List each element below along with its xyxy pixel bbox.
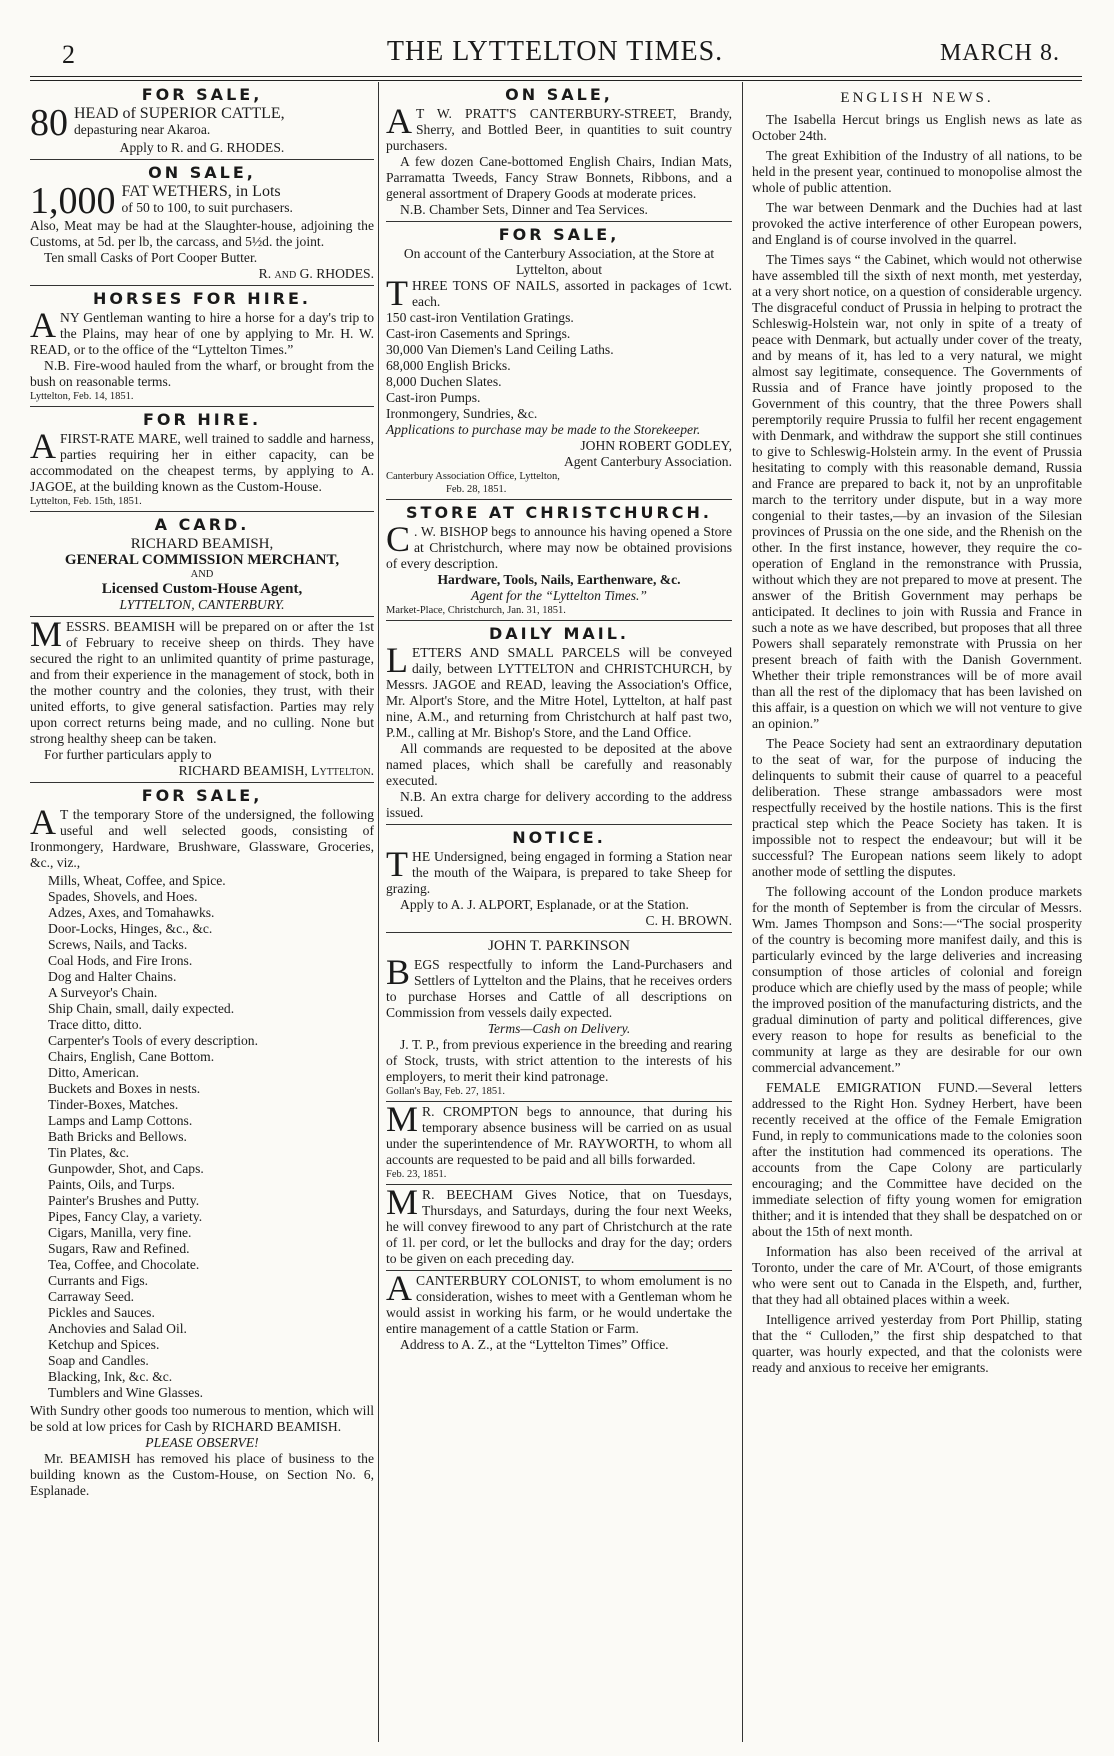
observe-heading: PLEASE OBSERVE!: [145, 1435, 259, 1450]
advert-heading: JOHN T. PARKINSON: [488, 938, 630, 954]
issue-date: MARCH 8.: [939, 40, 1060, 66]
advert-signature: JOHN ROBERT GODLEY,: [580, 438, 732, 453]
list-item: Cast-iron Pumps.: [386, 390, 481, 405]
list-item: Mills, Wheat, Coffee, and Spice.: [48, 873, 226, 888]
advert-nb: N.B. Chamber Sets, Dinner and Tea Services.: [400, 202, 648, 217]
list-item: 8,000 Duchen Slates.: [386, 374, 502, 389]
goods-list: [386, 310, 732, 422]
cattle-count: 80: [30, 102, 68, 144]
beamish-advert: [30, 616, 374, 782]
merchant-name: RICHARD BEAMISH,: [130, 536, 274, 552]
drop-cap: A: [30, 305, 56, 345]
news-paragraph: The Peace Society had sent an extraordinary deputation to the seat of war, for the purpose of inducing the delinquents to submit their cause of quarrel to a peaceful deliberation. These strange ambassadors were most respectfully received by the hostile nations. This is the first practical step which the Peace Society has taken. It is impossible not to respect the endeavour; but will it be successful? The European nations seem likely to adopt another mode of settling the disputes.: [752, 736, 1082, 879]
advert-signature: C. H. BROWN.: [645, 913, 732, 928]
advert-heading: NOTICE.: [512, 828, 606, 847]
list-item: Chairs, English, Cane Bottom.: [48, 1049, 215, 1064]
column-divider: [742, 82, 743, 1742]
advert-body: T W. PRATT'S CANTERBURY-STREET, Brandy, Sherry, and Bottled Beer, in quantities to suit country purchasers.: [386, 106, 732, 153]
advert-nb: N.B. Fire-wood hauled from the wharf, or brought from the bush on reasonable terms.: [30, 358, 374, 389]
drop-cap: L: [386, 640, 408, 680]
advert-line: Hardware, Tools, Nails, Earthenware, &c.: [437, 572, 681, 587]
list-item: Ship Chain, small, daily expected.: [48, 1001, 235, 1016]
advert-line: Apply to A. J. ALPORT, Esplanade, or at the Station.: [400, 897, 689, 912]
column-1: [30, 82, 374, 1502]
list-item: Gunpowder, Shot, and Caps.: [48, 1161, 204, 1176]
list-item: Soap and Candles.: [48, 1353, 149, 1368]
drop-cap: A: [30, 426, 56, 466]
list-item: Buckets and Boxes in nests.: [48, 1081, 201, 1096]
drop-cap: M: [386, 1099, 419, 1139]
advert-dateline: Feb. 28, 1851.: [446, 484, 507, 495]
advert-heading: STORE AT CHRISTCHURCH.: [406, 503, 712, 522]
advert-heading: FOR SALE,: [498, 225, 620, 244]
list-item: Carpenter's Tools of every description.: [48, 1033, 259, 1048]
advert-dateline: Gollan's Bay, Feb. 27, 1851.: [386, 1086, 506, 1097]
advert-nb: N.B. An extra charge for delivery according to the address issued.: [386, 789, 732, 820]
store-advert: [30, 782, 374, 1502]
news-paragraph: The great Exhibition of the Industry of all nations, to be held in the present year, continued to monopolise almost the whole of public attention.: [752, 148, 1082, 195]
list-item: Bath Bricks and Bellows.: [48, 1129, 187, 1144]
list-item: Tumblers and Wine Glasses.: [48, 1385, 204, 1400]
list-item: Cigars, Manilla, very fine.: [48, 1225, 192, 1240]
advert-line: HREE TONS OF NAILS, assorted in packages of 1cwt. each.: [412, 278, 732, 309]
list-item: Ditto, American.: [48, 1065, 139, 1080]
column-divider: [378, 82, 379, 1742]
news-paragraph: Intelligence arrived yesterday from Port Phillip, stating that the “ Culloden,” the first ship despatched to that quarter, was hourly expected, and that the colonists were ready and anxious to receive her emigrants.: [752, 1312, 1082, 1375]
horses-advert: [30, 285, 374, 406]
colonist-advert: [386, 1270, 732, 1356]
list-item: Pickles and Sauces.: [48, 1305, 155, 1320]
advert-line: AND: [190, 569, 214, 580]
card-advert: [30, 511, 374, 616]
column-3: [752, 82, 1082, 1380]
association-advert: [386, 221, 732, 499]
news-paragraph: The following account of the London produce markets for the month of September is from the circular of Messrs. Wm. James Thompson and Sons:—“The social prosperity of the country is becoming more manifest daily, and this is particularly evinced by the large deliveries and increasing consumption of those articles of colonial and foreign produce which are chiefly used by the mass of people; while the improved position of the manufacturing districts, and the gradual diminution of party and political differences, give every reason to hope for results as beneficial to the community at large as they are desirable for our own commercial advancement.”: [752, 884, 1082, 1075]
wethers-count: 1,000: [30, 180, 116, 222]
list-item: 150 cast-iron Ventilation Gratings.: [386, 310, 574, 325]
drop-cap: M: [386, 1182, 419, 1222]
advert-body: ETTERS AND SMALL PARCELS will be conveyed daily, between LYTTELTON and CHRISTCHURCH, by Messrs. JAGOE and READ, leaving the Association's Office, Mr. Alport's Store, and the Mitre Hotel, Lyttelton, at half past nine, A.M., and returning from Christchurch at half past two, P.M., calling at Mr. Bishop's Store, and the Land Office.: [386, 645, 732, 740]
list-item: Paints, Oils, and Turps.: [48, 1177, 175, 1192]
list-item: Carraway Seed.: [48, 1289, 135, 1304]
advert-signature: RICHARD BEAMISH, Lyttelton.: [178, 763, 374, 778]
advert-body: With Sundry other goods too numerous to mention, which will be sold at low prices for Cash by RICHARD BEAMISH.: [30, 1403, 374, 1434]
advert-heading: FOR HIRE.: [142, 410, 262, 429]
advert-line: Ten small Casks of Port Cooper Butter.: [44, 250, 258, 265]
list-item: Dog and Halter Chains.: [48, 969, 177, 984]
advert-line: FAT WETHERS, in Lots: [121, 183, 281, 200]
advert-heading: FOR SALE,: [141, 85, 263, 104]
wethers-advert: [30, 159, 374, 285]
masthead-rule-2: [30, 80, 1082, 81]
merchant-role: GENERAL COMMISSION MERCHANT,: [64, 552, 340, 568]
news-paragraph: FEMALE EMIGRATION FUND.—Several letters addressed to the Right Hon. Sydney Herbert, have been recently received at the office of the Female Emigration Fund, in reply to communications made to the colonies soon after the institution had commenced its operations. The accounts from the Cape Colony are particularly encouraging; and the Committee have decided on the immediate selection of fifty young women for emigration thither; and it is intended that they shall be despatched on or about the 15th of next month.: [752, 1080, 1082, 1239]
page-number: 2: [62, 40, 75, 69]
list-item: Spades, Shovels, and Hoes.: [48, 889, 198, 904]
advert-body: R. CROMPTON begs to announce, that during his temporary absence business will be carried on as usual under the superintendence of Mr. RAYWORTH, to whom all accounts are requested to be paid and all bills forwarded.: [386, 1104, 732, 1167]
advert-line: depasturing near Akaroa.: [74, 122, 211, 137]
news-paragraph: The war between Denmark and the Duchies had at last provoked the active interference of other European powers, and England is of course involved in the quarrel.: [752, 200, 1082, 247]
masthead: [30, 36, 1080, 76]
advert-terms: Terms—Cash on Delivery.: [487, 1021, 631, 1036]
notice-advert: [386, 824, 732, 932]
advert-heading: ON SALE,: [148, 163, 256, 182]
list-item: Blacking, Ink, &c. &c.: [48, 1369, 173, 1384]
column-2: [386, 82, 732, 1356]
parkinson-advert: [386, 932, 732, 1101]
advert-intro: On account of the Canterbury Association, at the Store at Lyttelton, about: [403, 246, 715, 277]
advert-body: ESSRS. BEAMISH will be prepared on or after the 1st of February to receive sheep on thirds. They have secured the right to an unlimited quantity of prime pasturage, and from their experience in the management of stock, both in the mother country and the colonies, they trust, with their united efforts, to give general satisfaction. Parties may rely upon correct returns being made, and no culling. None but strong healthy sheep can be taken.: [30, 619, 374, 746]
advert-body: FIRST-RATE MARE, well trained to saddle and harness, parties requiring her in either capacity, can be accommodated on the cheapest terms, by applying to A. JAGOE, at the building known as the Custom-House.: [30, 431, 374, 494]
list-item: Screws, Nails, and Tacks.: [48, 937, 188, 952]
drop-cap: T: [386, 844, 408, 884]
masthead-rule: [30, 76, 1082, 77]
advert-body: T the temporary Store of the undersigned, the following useful and well selected goods, consisting of Ironmongery, Hardware, Brushware, Glassware, Groceries, &c., viz.,: [30, 807, 374, 870]
list-item: Coal Hods, and Fire Irons.: [48, 953, 193, 968]
advert-body: . W. BISHOP begs to announce his having opened a Store at Christchurch, where may now be obtained provisions of every description.: [386, 524, 732, 571]
newspaper-title: THE LYTTELTON TIMES.: [386, 36, 724, 67]
advert-body: All commands are requested to be deposited at the above named places, which shall be carefully and reasonably executed.: [386, 741, 732, 788]
list-item: 30,000 Van Diemen's Land Ceiling Laths.: [386, 342, 614, 357]
list-item: Cast-iron Casements and Springs.: [386, 326, 571, 341]
list-item: Painter's Brushes and Putty.: [48, 1193, 200, 1208]
advert-body: CANTERBURY COLONIST, to whom emolument is no consideration, wishes to meet with a Gentleman whom he would assist in working his farm, or he would undertake the entire management of a cattle Station or Farm.: [386, 1273, 732, 1336]
advert-dateline: Canterbury Association Office, Lyttelton,: [386, 471, 560, 482]
advert-dateline: Feb. 23, 1851.: [386, 1169, 447, 1180]
advert-dateline: Market-Place, Christchurch, Jan. 31, 1851.: [386, 605, 566, 616]
news-paragraph: Information has also been received of the arrival at Toronto, under the care of Mr. A'Court, of those emigrants who were sent out to Canada in the Elspeth, and, further, that they had all obtained places within a week.: [752, 1244, 1082, 1307]
drop-cap: A: [30, 802, 56, 842]
advert-heading: ON SALE,: [505, 85, 613, 104]
advert-body: A few dozen Cane-bottomed English Chairs, Indian Mats, Parramatta Tweeds, Fancy Straw Bonnets, Ribbons, and a general assortment of Drapery Goods at moderate prices.: [386, 154, 732, 201]
advert-line: Applications to purchase may be made to the Storekeeper.: [386, 422, 701, 437]
advert-body: HE Undersigned, being engaged in forming a Station near the mouth of the Waipara, is prepared to take Sheep for grazing.: [386, 849, 732, 896]
drop-cap: T: [386, 273, 408, 313]
cattle-advert: [30, 82, 374, 159]
advert-line: Address to A. Z., at the “Lyttelton Times” Office.: [400, 1337, 669, 1352]
list-item: Trace ditto, ditto.: [48, 1017, 142, 1032]
list-item: Ketchup and Spices.: [48, 1337, 160, 1352]
drop-cap: A: [386, 101, 412, 141]
advert-signature: R. and G. RHODES.: [258, 266, 374, 281]
news-heading: ENGLISH NEWS.: [840, 90, 994, 106]
list-item: Lamps and Lamp Cottons.: [48, 1113, 193, 1128]
list-item: Pipes, Fancy Clay, a variety.: [48, 1209, 203, 1224]
beecham-advert: [386, 1184, 732, 1270]
bishop-advert: [386, 499, 732, 620]
list-item: Tin Plates, &c.: [48, 1145, 130, 1160]
advert-dateline: Lyttelton, Feb. 15th, 1851.: [30, 496, 142, 507]
drop-cap: A: [386, 1268, 412, 1308]
advert-line: For further particulars apply to: [44, 747, 212, 762]
advert-signature: Agent Canterbury Association.: [563, 454, 732, 469]
list-item: Ironmongery, Sundries, &c.: [386, 406, 538, 421]
advert-line: of 50 to 100, to suit purchasers.: [121, 200, 293, 215]
advert-line: Agent for the “Lyttelton Times.”: [471, 588, 647, 603]
list-item: Anchovies and Salad Oil.: [48, 1321, 187, 1336]
mail-advert: [386, 620, 732, 824]
pratt-advert: [386, 82, 732, 221]
list-item: Tea, Coffee, and Chocolate.: [48, 1257, 200, 1272]
advert-line: HEAD of SUPERIOR CATTLE,: [74, 105, 285, 122]
list-item: Door-Locks, Hinges, &c., &c.: [48, 921, 213, 936]
advert-body: R. BEECHAM Gives Notice, that on Tuesdays, Thursdays, and Saturdays, during the four next Weeks, he will convey firewood to any part of Christchurch at the rate of 1l. per cord, or let the bullocks and dray for the day; orders to be given on each preceding day.: [386, 1187, 732, 1266]
news-paragraph: The Times says “ the Cabinet, which would not otherwise have assembled till the sixth of next month, met yesterday, at a very short notice, on a question of considerable urgency. The disgraceful conduct of Prussia in helping to protract the Schleswig-Holstein war, not only in spite of a treaty of peace with Denmark, but actually under cover of the treaty, and by means of it, has led to a very natural, we might almost say legitimate, consequence. The Governments of Russia and of France have jointly proposed to the Government of this country, that the three Powers shall peremptorily require Prussia to fulfil her recent engagement with Denmark, and withdraw the support she still continues to give to Schleswig-Holstein army. In the event of Prussia hesitating to comply with this reasonable demand, Russia and France are prepared to back it, not by an unprofitable march to the territory under dispute, but in a way more congenial to their tastes,—by an invasion of the Silesian provinces of Prussia on the one side, and the Rhenish on the other. In the first instance, however, they require the co-operation of England in the remonstrance with Prussia, without which they are not prepared to move at present. The answer of the British Government may perhaps be anticipated. It declines to join with Russia and France in such a note as we have described, but proposes that all three Powers shall separately remonstrate with Prussia on her present breach of faith with the Danish Government. Whether their triple remonstrances will be of more avail than all the rest of the diplomacy that has been lavished on this affair, is a question on which we will not venture to give an opinion.”: [752, 252, 1082, 731]
drop-cap: C: [386, 519, 411, 559]
merchant-agent: Licensed Custom-House Agent,: [101, 581, 303, 597]
advert-heading: DAILY MAIL.: [488, 624, 629, 643]
news-paragraph: The Isabella Hercut brings us English news as late as October 24th.: [752, 112, 1082, 143]
mare-advert: [30, 406, 374, 511]
advert-body: J. T. P., from previous experience in the breeding and rearing of Stock, trusts, with strict attention to the interests of his employers, to merit their kind patronage.: [386, 1037, 732, 1084]
list-item: Currants and Figs.: [48, 1273, 149, 1288]
crompton-advert: [386, 1101, 732, 1184]
advert-heading: A CARD.: [154, 515, 250, 534]
list-item: 68,000 English Bricks.: [386, 358, 511, 373]
drop-cap: B: [386, 952, 411, 992]
advert-body: EGS respectfully to inform the Land-Purchasers and Settlers of Lyttelton and the Plains, that he receives orders to purchase Horses and Cattle of all descriptions on Commission from vessels daily expected.: [386, 957, 732, 1020]
advert-body: NY Gentleman wanting to hire a horse for a day's trip to the Plains, may hear of one by applying to Mr. H. W. READ, or to the office of the “Lyttelton Times.”: [30, 310, 374, 357]
advert-heading: FOR SALE,: [141, 786, 263, 805]
list-item: Tinder-Boxes, Matches.: [48, 1097, 179, 1112]
advert-body: Also, Meat may be had at the Slaughter-house, adjoining the Customs, at 5d. per lb, the carcass, and 5½d. the joint.: [30, 218, 374, 249]
merchant-place: LYTTELTON, CANTERBURY.: [119, 597, 285, 612]
list-item: Sugars, Raw and Refined.: [48, 1241, 190, 1256]
advert-line: Apply to R. and G. RHODES.: [119, 140, 285, 155]
advert-heading: HORSES FOR HIRE.: [93, 289, 311, 308]
list-item: A Surveyor's Chain.: [48, 985, 158, 1000]
list-item: Adzes, Axes, and Tomahawks.: [48, 905, 215, 920]
drop-cap: M: [30, 614, 63, 654]
advert-dateline: Lyttelton, Feb. 14, 1851.: [30, 391, 134, 402]
advert-body: Mr. BEAMISH has removed his place of business to the building known as the Custom-House, on Section No. 6, Esplanade.: [30, 1451, 374, 1498]
goods-list: [48, 873, 374, 1401]
